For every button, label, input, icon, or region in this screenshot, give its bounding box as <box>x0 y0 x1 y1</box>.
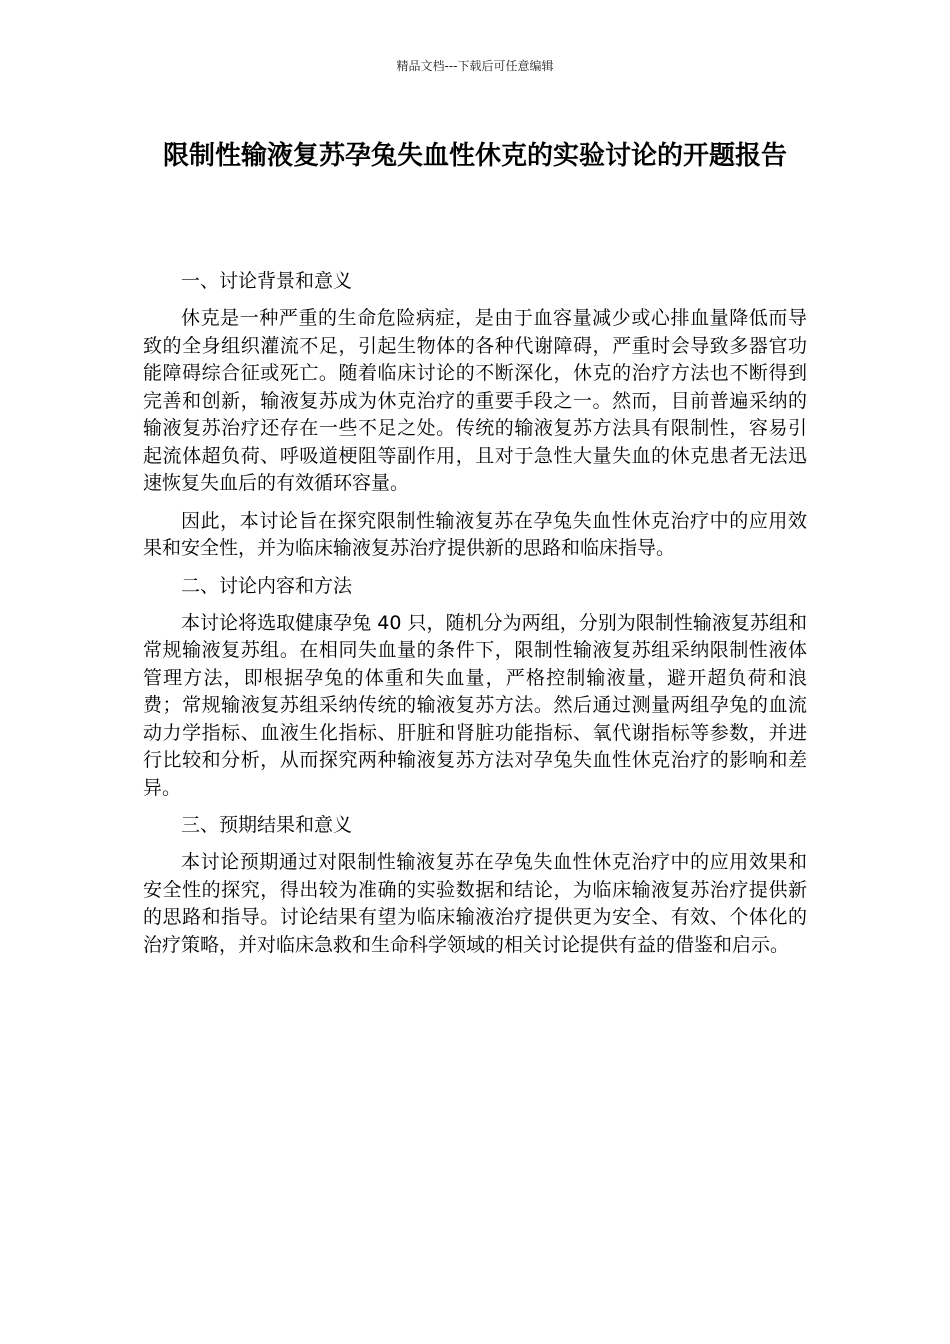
paragraph: 休克是一种严重的生命危险病症，是由于血容量减少或心排血量降低而导致的全身组织灌流不足，引起生物体的各种代谢障碍，严重时会导致多器官功能障碍综合征或死亡。随着临床讨论的不断深化，休克的治疗方法也不断得到完善和创新，输液复苏成为休克治疗的重要手段之一。然而，目前普遍采纳的输液复苏治疗还存在一些不足之处。传统的输液复苏方法具有限制性，容易引起流体超负荷、呼吸道梗阻等副作用，且对于急性大量失血的休克患者无法迅速恢复失血后的有效循环容量。 <box>143 307 807 494</box>
section-expected-results <box>143 812 807 959</box>
section-background <box>143 268 807 563</box>
section-content-methods <box>143 573 807 803</box>
section-heading: 三、预期结果和意义 <box>181 814 353 836</box>
section-heading: 二、讨论内容和方法 <box>181 574 353 597</box>
paragraph: 因此，本讨论旨在探究限制性输液复苏在孕兔失血性休克治疗中的应用效果和安全性，并为临床输液复苏治疗提供新的思路和临床指导。 <box>143 509 807 559</box>
paragraph: 本讨论预期通过对限制性输液复苏在孕兔失血性休克治疗中的应用效果和安全性的探究，得出较为准确的实验数据和结论，为临床输液复苏治疗提供新的思路和指导。讨论结果有望为临床输液治疗提供更为安全、有效、个体化的治疗策略，并对临床急救和生命科学领域的相关讨论提供有益的借鉴和启示。 <box>143 851 807 956</box>
section-heading: 一、讨论背景和意义 <box>181 270 353 292</box>
header-note: 精品文档---下载后可任意编辑 <box>396 59 554 73</box>
document-body <box>143 268 807 969</box>
paragraph: 本讨论将选取健康孕兔 40 只，随机分为两组，分别为限制性输液复苏组和常规输液复苏组。在相同失血量的条件下，限制性输液复苏组采纳限制性液体管理方法，即根据孕兔的体重和失血量，严格控制输液量，避开超负荷和浪费；常规输液复苏组采纳传统的输液复苏方法。然后通过测量两组孕兔的血流动力学指标、血液生化指标、肝脏和肾脏功能指标、氧代谢指标等参数，并进行比较和分析，从而探究两种输液复苏方法对孕兔失血性休克治疗的影响和差异。 <box>143 611 807 799</box>
document-title: 限制性输液复苏孕兔失血性休克的实验讨论的开题报告 <box>162 141 787 171</box>
